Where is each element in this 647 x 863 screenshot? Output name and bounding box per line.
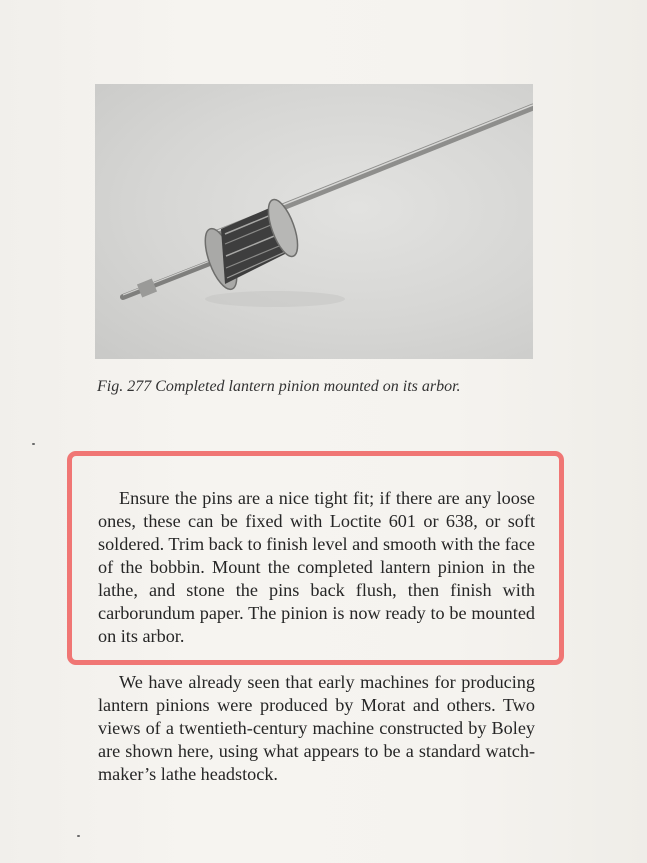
- paragraph-1: Ensure the pins are a nice tight fit; if there are any loose ones, these can be fixed with Loctite 601 or 638, or soft soldered. Trim back to finish level and smooth with the face of the bobbin. Mount the completed lantern pinion in the lathe, and stone the pins back flush, then finish with carborundum paper. The pinion is now ready to be mounted on its arbor.: [98, 488, 535, 647]
- paper-speck: [32, 443, 35, 445]
- highlight-box: [67, 451, 564, 665]
- figure-caption: Fig. 277 Completed lantern pinion mounted on its arbor.: [97, 378, 461, 395]
- figure-photo: [95, 84, 533, 359]
- paper-speck: [77, 835, 80, 837]
- lantern-pinion-photo-icon: [95, 84, 533, 359]
- paragraph-2: We have already seen that early machines for producing lantern pinions were produced by Morat and others. Two views of a twentieth-century machine constructed by Boley are shown here, using what appears to be a standard watch-maker’s lathe headstock.: [98, 672, 535, 785]
